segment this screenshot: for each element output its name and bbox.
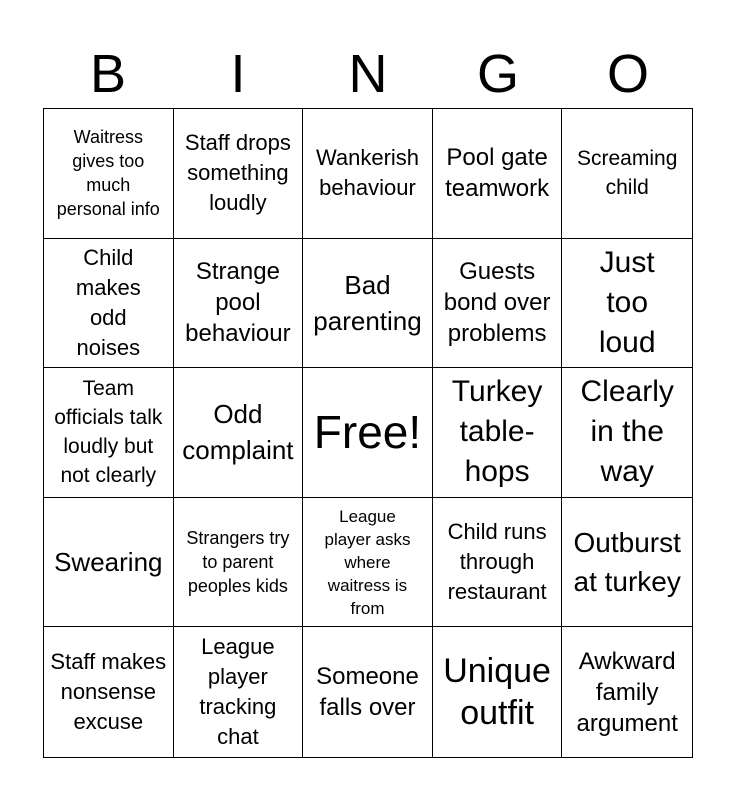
cell-text: Someone falls over [316, 663, 419, 722]
cell-text: Odd complaint [182, 399, 294, 466]
header-letter-o: O [606, 44, 649, 104]
header-letter-g: G [476, 44, 519, 104]
cell-text: Bad parenting [313, 269, 422, 336]
cell-text: Child runs through restaurant [447, 519, 547, 605]
cell-text: Outburst at turkey [573, 527, 681, 598]
bingo-cell[interactable] [174, 627, 304, 757]
bingo-cell[interactable] [44, 368, 174, 498]
bingo-cell[interactable] [44, 109, 174, 239]
cell-text: Waitress gives too much personal info [56, 127, 160, 220]
bingo-cell[interactable] [562, 368, 692, 498]
cell-text: Free! [313, 406, 422, 459]
bingo-cell[interactable] [174, 498, 304, 628]
bingo-cell[interactable] [303, 239, 433, 369]
header-letter-b: B [89, 44, 127, 104]
bingo-cell[interactable] [562, 239, 692, 369]
bingo-cell[interactable] [174, 239, 304, 369]
bingo-cell[interactable] [562, 109, 692, 239]
cell-text: Staff drops something loudly [184, 130, 291, 216]
cell-text: Strangers try to parent peoples kids [186, 528, 290, 597]
bingo-board [43, 108, 693, 758]
bingo-cell[interactable] [433, 239, 563, 369]
bingo-cell[interactable] [562, 498, 692, 628]
cell-text: Staff makes nonsense excuse [50, 649, 167, 735]
cell-text: Child makes odd noises [75, 244, 141, 360]
bingo-cell[interactable] [44, 627, 174, 757]
bingo-cell[interactable] [174, 368, 304, 498]
cell-text: Team officials talk loudly but not clearly [54, 377, 163, 488]
cell-text: Just too loud [598, 245, 656, 359]
bingo-cell[interactable] [44, 239, 174, 369]
cell-text: Unique outfit [443, 652, 551, 733]
bingo-cell[interactable] [433, 109, 563, 239]
bingo-cell[interactable] [303, 498, 433, 628]
bingo-cell[interactable] [174, 109, 304, 239]
cell-text: Strange pool behaviour [185, 258, 291, 348]
cell-text: League player tracking chat [199, 634, 277, 750]
bingo-cell[interactable] [44, 498, 174, 628]
cell-text: Wankerish behaviour [315, 145, 420, 201]
cell-text: League player asks where waitress is from [324, 506, 411, 618]
header-letter-i: I [230, 44, 246, 104]
cell-text: Screaming child [577, 147, 678, 200]
cell-text: Clearly in the way [580, 375, 674, 489]
bingo-cell[interactable] [562, 627, 692, 757]
bingo-cell[interactable] [433, 498, 563, 628]
cell-text: Turkey table-hops [451, 375, 543, 489]
bingo-cell[interactable] [303, 109, 433, 239]
cell-text: Swearing [54, 547, 163, 578]
bingo-header [43, 40, 693, 108]
bingo-cell[interactable] [433, 368, 563, 498]
bingo-cell[interactable] [433, 627, 563, 757]
bingo-cell[interactable] [303, 368, 433, 498]
bingo-cell[interactable] [303, 627, 433, 757]
cell-text: Guests bond over problems [443, 258, 551, 348]
cell-text: Pool gate teamwork [445, 144, 550, 203]
header-letter-n: N [348, 44, 388, 104]
cell-text: Awkward family argument [576, 647, 678, 737]
